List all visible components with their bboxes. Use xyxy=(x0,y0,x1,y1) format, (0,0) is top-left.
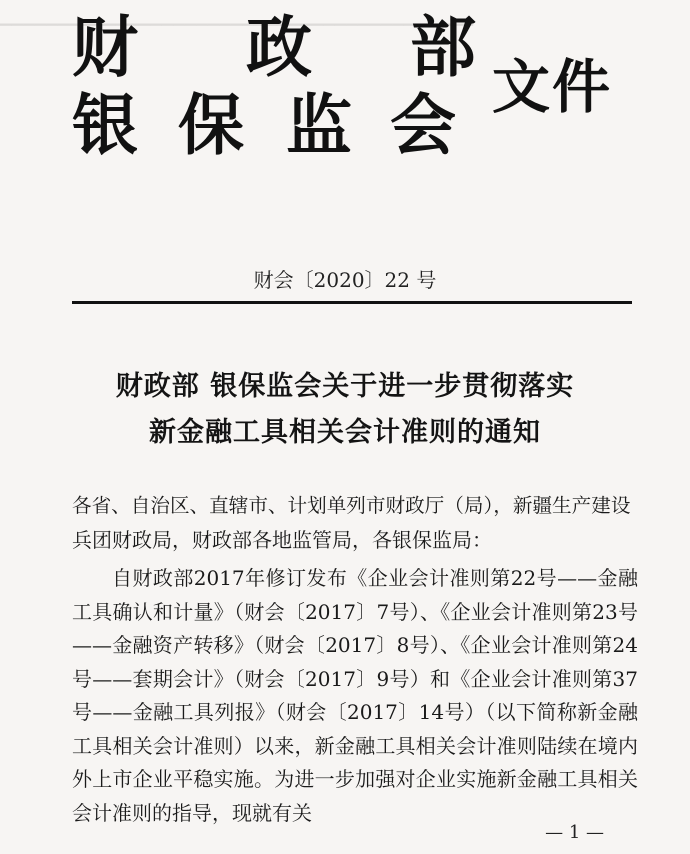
dept-char: 部 xyxy=(410,8,476,86)
dept-char: 财 xyxy=(72,8,138,86)
regulator-char: 会 xyxy=(390,86,456,164)
addressee-line-1: 各省、自治区、直辖市、计划单列市财政厅（局），新疆生产建设 xyxy=(72,494,631,517)
body-paragraph xyxy=(72,562,638,830)
letterhead xyxy=(0,0,690,300)
regulator-char: 银 xyxy=(72,86,138,164)
show-through-bleed: ▁▁▁▁▁▁▁▁▁▁▁▁▁▁▁▁▁▁▁▁▁▁▁▁▁▁▁▁▁▁▁▁▁▁▁▁▁▁▁▁▁ xyxy=(0,8,473,26)
addressee-line-2: 兵团财政局，财政部各地监管局，各银保监局： xyxy=(72,528,492,552)
title-line-1: 财政部 银保监会关于进一步贯彻落实 xyxy=(115,371,575,402)
body-text: 自财政部2017年修订发布《企业会计准则第22号——金融工具确认和计量》（财会〔2017〕7号）、《企业会计准则第23号——金融资产转移》（财会〔2017〕8号）、《企业会计准则第24号——套期会计》（财会〔2017〕9号）和《企业会计准则第37号——金融工具列报》（财会〔2017〕14号）（以下简称新金融工具相关会计准则）以来，新金融工具相关会计准则陆续在境内外上市企业平稳实施。为进一步加强对企业实施新金融工具相关会计准则的指导，现就有关 xyxy=(72,566,638,825)
dept-char: 政 xyxy=(246,8,312,86)
document-number: 财会〔2020〕22 号 xyxy=(253,268,437,292)
page-number: — 1 — xyxy=(545,822,604,843)
title-line-2: 新金融工具相关会计准则的通知 xyxy=(149,417,541,448)
red-rule-divider xyxy=(72,301,632,304)
doc-word: 文件 xyxy=(492,53,613,121)
regulator-char: 保 xyxy=(178,86,244,164)
regulator-char: 监 xyxy=(286,86,352,164)
